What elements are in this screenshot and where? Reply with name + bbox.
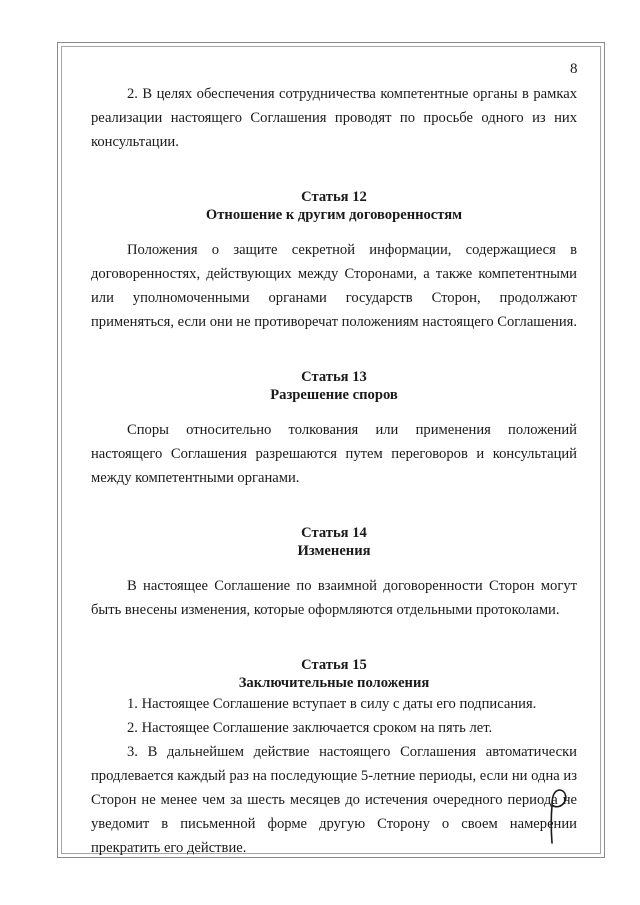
article-14-paragraph: В настоящее Соглашение по взаимной договоренности Сторон могут быть внесены изменения, которые оформляются отдельными протоколами.: [91, 578, 577, 618]
article-15-title: Заключительные положения: [238, 675, 430, 691]
article-12-number: Статья 12: [301, 189, 367, 205]
article-12-heading: [91, 188, 577, 224]
article-15-number: Статья 15: [301, 657, 367, 673]
article-14-heading: [91, 524, 577, 560]
article-14-title: Изменения: [297, 543, 371, 559]
intro-paragraph: 2. В целях обеспечения сотрудничества компетентные органы в рамках реализации настоящего Соглашения проводят по просьбе одного из них консультации.: [91, 86, 577, 150]
article-15-heading: [91, 656, 577, 692]
article-15-item-2: 2. Настоящее Соглашение заключается сроком на пять лет.: [127, 720, 493, 736]
article-15-item-1: 1. Настоящее Соглашение вступает в силу с даты его подписания.: [127, 696, 537, 712]
article-12-paragraph: Положения о защите секретной информации, содержащиеся в договоренностях, действующих между Сторонами, а также компетентными или уполномоченными органами государств Сторон, продолжают применяться, если они не противоречат положениям настоящего Соглашения.: [91, 242, 578, 330]
article-13-paragraph: Споры относительно толкования или применения положений настоящего Соглашения разрешаются путем переговоров и консультаций между компетентными органами.: [91, 422, 577, 486]
article-14-number: Статья 14: [301, 525, 367, 541]
article-15-item-3: 3. В дальнейшем действие настоящего Соглашения автоматически продлевается каждый раз на последующие 5-летние периоды, если ни одна из Сторон не менее чем за шесть месяцев до истечения очередного периода не уведомит в письменной форме другую Сторону о своем намерении прекратить его действие.: [91, 744, 577, 856]
document-body: [91, 82, 577, 860]
article-13-title: Разрешение споров: [270, 387, 398, 403]
handwritten-signature: [538, 785, 570, 845]
article-12-title: Отношение к другим договоренностям: [205, 207, 463, 223]
article-13-number: Статья 13: [301, 369, 367, 385]
article-13-heading: [91, 368, 577, 404]
page-number: 8: [570, 61, 578, 77]
